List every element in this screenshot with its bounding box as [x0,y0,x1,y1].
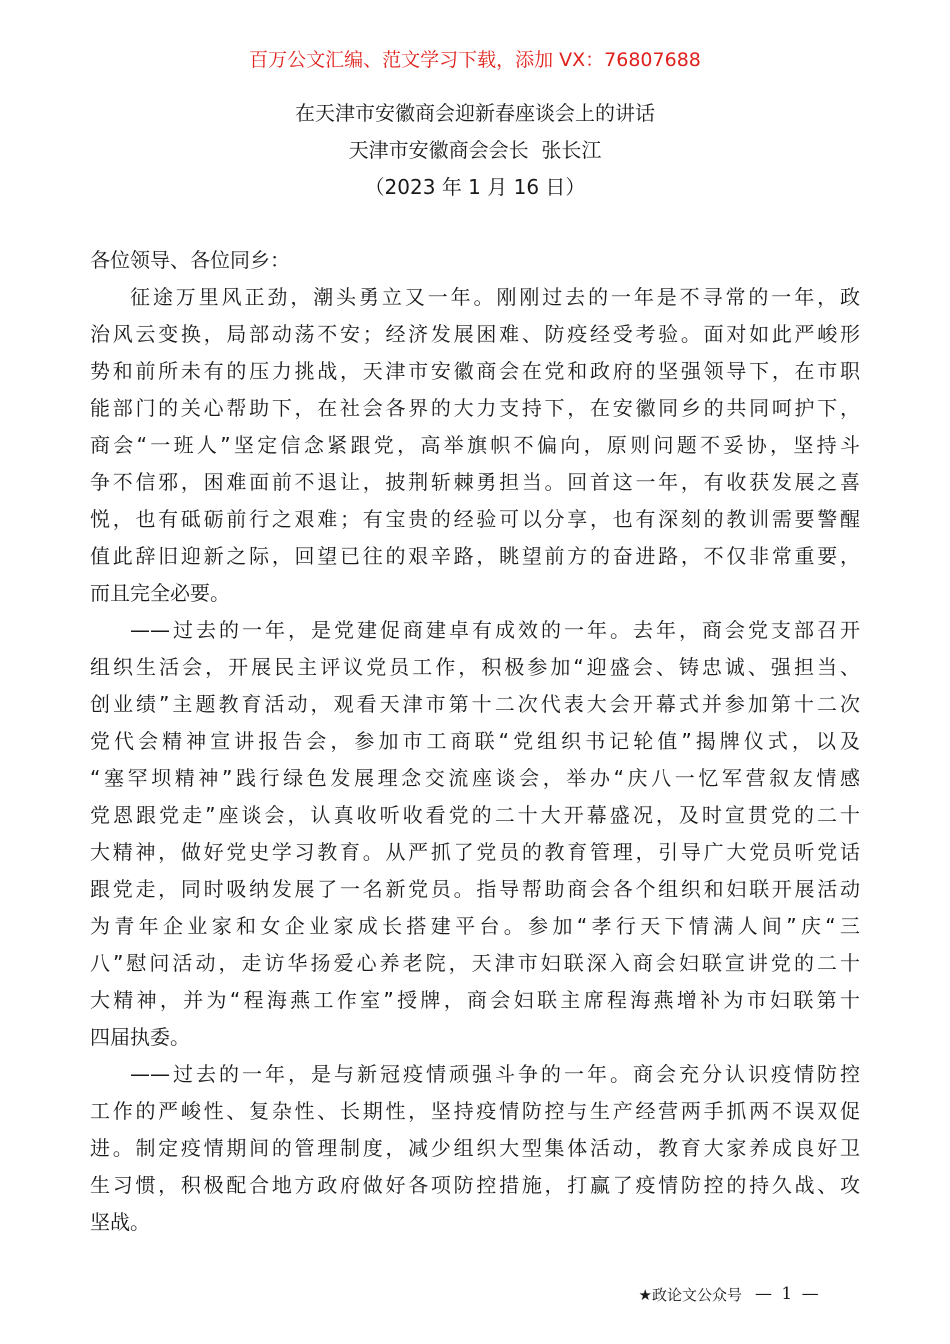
paragraph-line: 党代会精神宣讲报告会，参加市工商联“党组织书记轮值”揭牌仪式，以及 [90,729,860,753]
paragraph-line: 而且完全必要。 [90,581,230,605]
page-number: — 1 — [755,1284,821,1304]
paragraph-line: 悦，也有砥砺前行之艰难；有宝贵的经验可以分享，也有深刻的教训需要警醒 [90,507,860,531]
paragraph-line: 组织生活会，开展民主评议党员工作，积极参加“迎盛会、铸忠诚、强担当、 [90,655,860,679]
paragraph-line: 坚战。 [90,1210,150,1234]
salutation: 各位领导、各位同乡： [90,248,290,272]
paragraph [90,282,860,615]
paragraph-line: 为青年企业家和女企业家成长搭建平台。参加“孝行天下情满人间”庆“三 [90,914,860,938]
paragraph-line: 争不信邪，困难面前不退让，披荆斩棘勇担当。回首这一年，有收获发展之喜 [90,470,860,494]
paragraph-line: 党恩跟党走”座谈会，认真收听收看党的二十大开幕盛况，及时宣贯党的二十 [90,803,860,827]
paragraph-line: 工作的严峻性、复杂性、长期性，坚持疫情防控与生产经营两手抓两不误双促 [90,1099,860,1123]
paragraph-line: 八”慰问活动，走访华扬爱心养老院，天津市妇联深入商会妇联宣讲党的二十 [90,951,860,975]
paragraph-line: 能部门的关心帮助下，在社会各界的大力支持下，在安徽同乡的共同呵护下， [90,396,860,420]
paragraph-line: 进。制定疫情期间的管理制度，减少组织大型集体活动，教育大家养成良好卫 [90,1136,860,1160]
paragraph-line: 治风云变换，局部动荡不安；经济发展困难、防疫经受考验。面对如此严峻形 [90,322,860,346]
paragraph-line: 值此辞旧迎新之际，回望已往的艰辛路，眺望前方的奋进路，不仅非常重要， [90,544,860,568]
paragraph [90,615,860,1059]
paragraph-line: “塞罕坝精神”践行绿色发展理念交流座谈会，举办“庆八一忆军营叙友情感 [90,766,860,790]
paragraph-line: 大精神，并为“程海燕工作室”授牌，商会妇联主席程海燕增补为市妇联第十 [90,988,860,1012]
paragraph-line: 创业绩”主题教育活动，观看天津市第十二次代表大会开幕式并参加第十二次 [90,692,860,716]
paragraph-line: 跟党走，同时吸纳发展了一名新党员。指导帮助商会各个组织和妇联开展活动 [90,877,860,901]
paragraph-line: ——过去的一年，是与新冠疫情顽强斗争的一年。商会充分认识疫情防控 [130,1062,860,1086]
download-banner: 百万公文汇编、范文学习下载，添加 VX：76807688 [249,49,701,71]
document-title: 在天津市安徽商会迎新春座谈会上的讲话 [295,101,655,125]
date-line: （2023 年 1 月 16 日） [364,175,586,199]
footer-source: ★政论文公众号 [638,1286,742,1304]
paragraph-line: ——过去的一年，是党建促商建卓有成效的一年。去年，商会党支部召开 [130,618,860,642]
page-footer [0,1283,950,1307]
paragraph [90,1059,860,1244]
paragraph-line: 大精神，做好党史学习教育。从严抓了党员的教育管理，引导广大党员听党话 [90,840,860,864]
title-block [0,98,950,209]
paragraph-line: 生习惯，积极配合地方政府做好各项防控措施，打赢了疫情防控的持久战、攻 [90,1173,860,1197]
paragraph-container [90,282,860,1244]
paragraph-line: 商会“一班人”坚定信念紧跟党，高举旗帜不偏向，原则问题不妥协，坚持斗 [90,433,860,457]
paragraph-line: 势和前所未有的压力挑战，天津市安徽商会在党和政府的坚强领导下，在市职 [90,359,860,383]
speaker-line: 天津市安徽商会会长 张长江 [348,138,602,162]
speech-body [90,245,860,1244]
paragraph-line: 征途万里风正劲，潮头勇立又一年。刚刚过去的一年是不寻常的一年，政 [130,285,860,309]
paragraph-line: 四届执委。 [90,1025,190,1049]
